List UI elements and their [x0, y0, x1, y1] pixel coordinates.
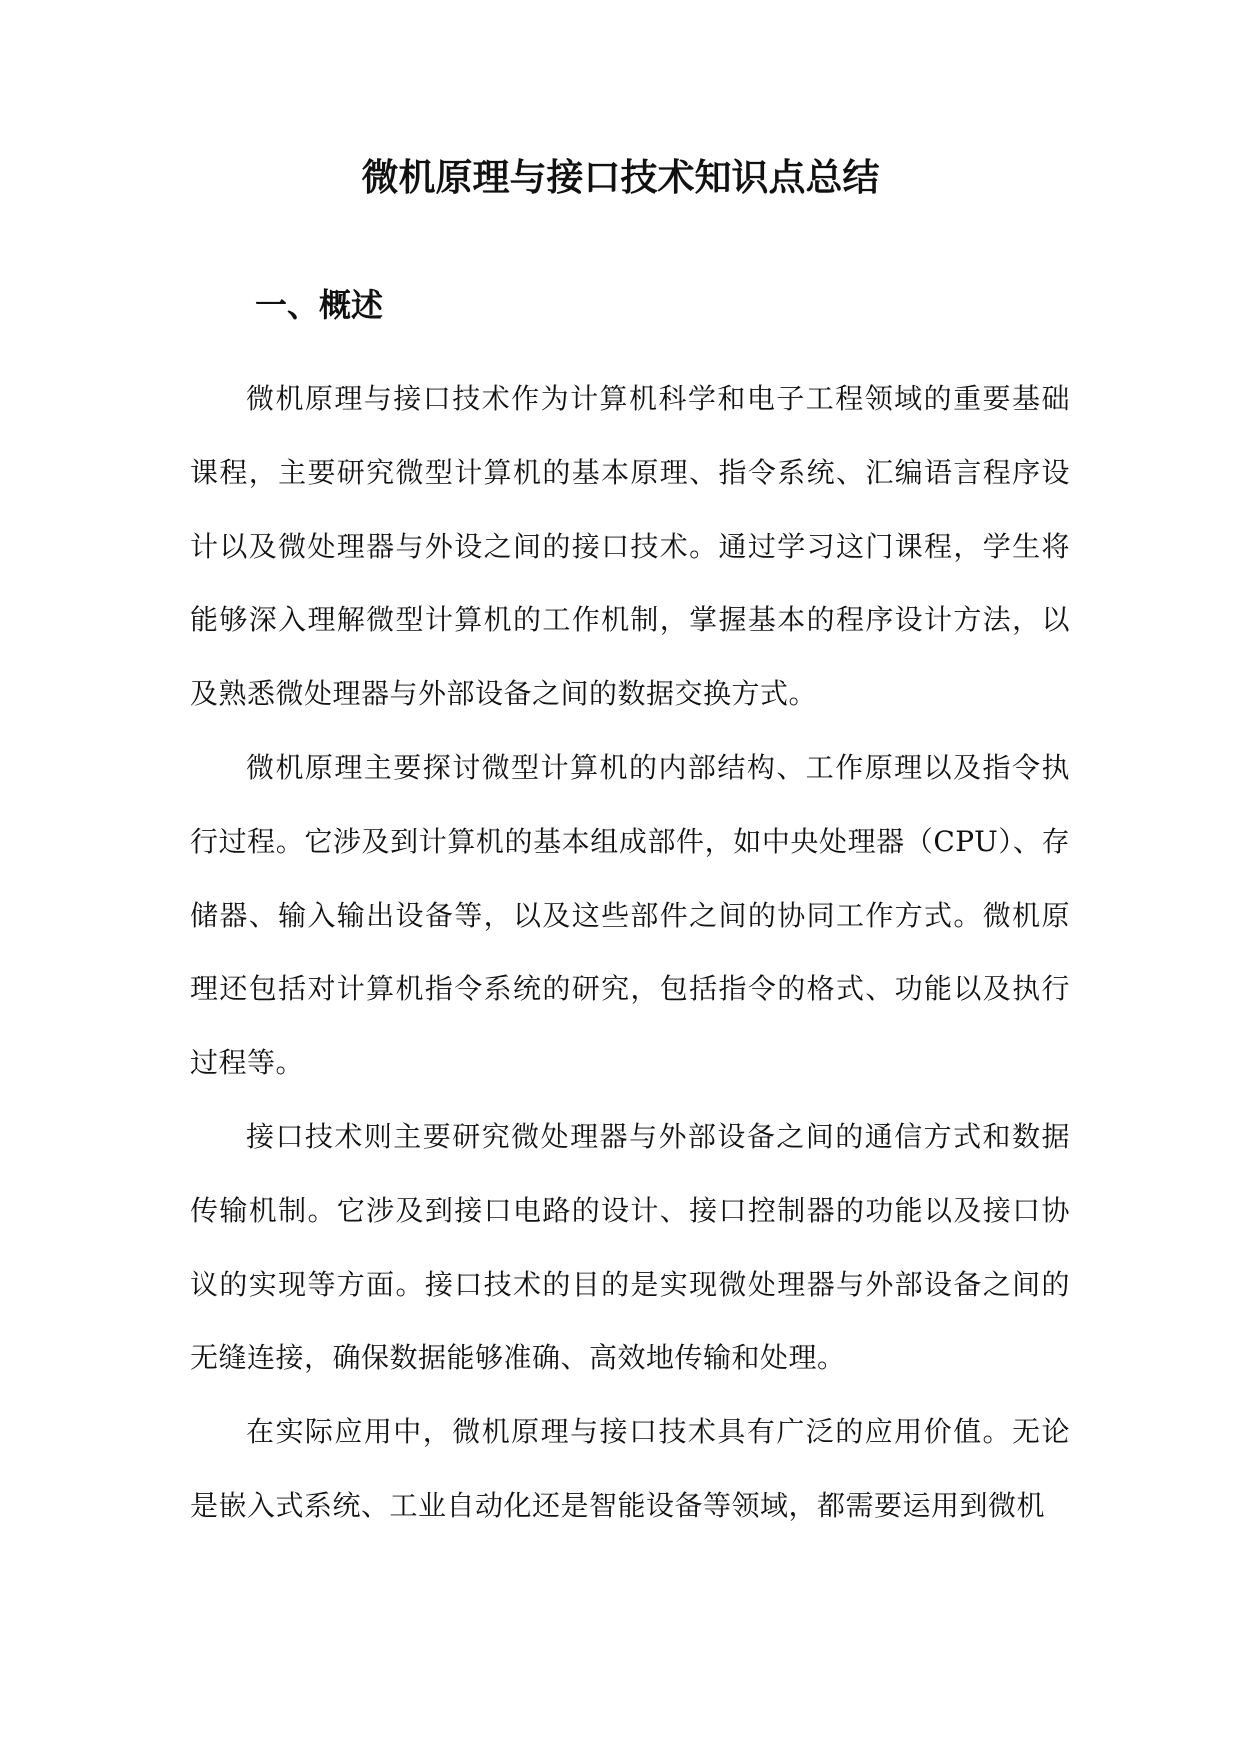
paragraph-intro: 微机原理与接口技术作为计算机科学和电子工程领域的重要基础课程，主要研究微型计算机的基本原理、指令系统、汇编语言程序设计以及微处理器与外设之间的接口技术。通过学习这门课程，学生将能够深入理解微型计算机的工作机制，掌握基本的程序设计方法，以及熟悉微处理器与外部设备之间的数据交换方式。	[190, 382, 1070, 711]
section-body	[190, 362, 1070, 1543]
section-heading-overview: 一、概述	[255, 286, 384, 324]
paragraph-applications: 在实际应用中，微机原理与接口技术具有广泛的应用价值。无论是嵌入式系统、工业自动化还是智能设备等领域，都需要运用到微机	[190, 1415, 1070, 1522]
paragraph-interface-technology: 接口技术则主要研究微处理器与外部设备之间的通信方式和数据传输机制。它涉及到接口电路的设计、接口控制器的功能以及接口协议的实现等方面。接口技术的目的是实现微处理器与外部设备之间的无缝连接，确保数据能够准确、高效地传输和处理。	[190, 1119, 1070, 1375]
document-title: 微机原理与接口技术知识点总结	[361, 156, 880, 199]
paragraph-microcomputer-principles: 微机原理主要探讨微型计算机的内部结构、工作原理以及指令执行过程。它涉及到计算机的基本组成部件，如中央处理器（CPU）、存储器、输入输出设备等，以及这些部件之间的协同工作方式。微机原理还包括对计算机指令系统的研究，包括指令的格式、功能以及执行过程等。	[190, 750, 1070, 1080]
